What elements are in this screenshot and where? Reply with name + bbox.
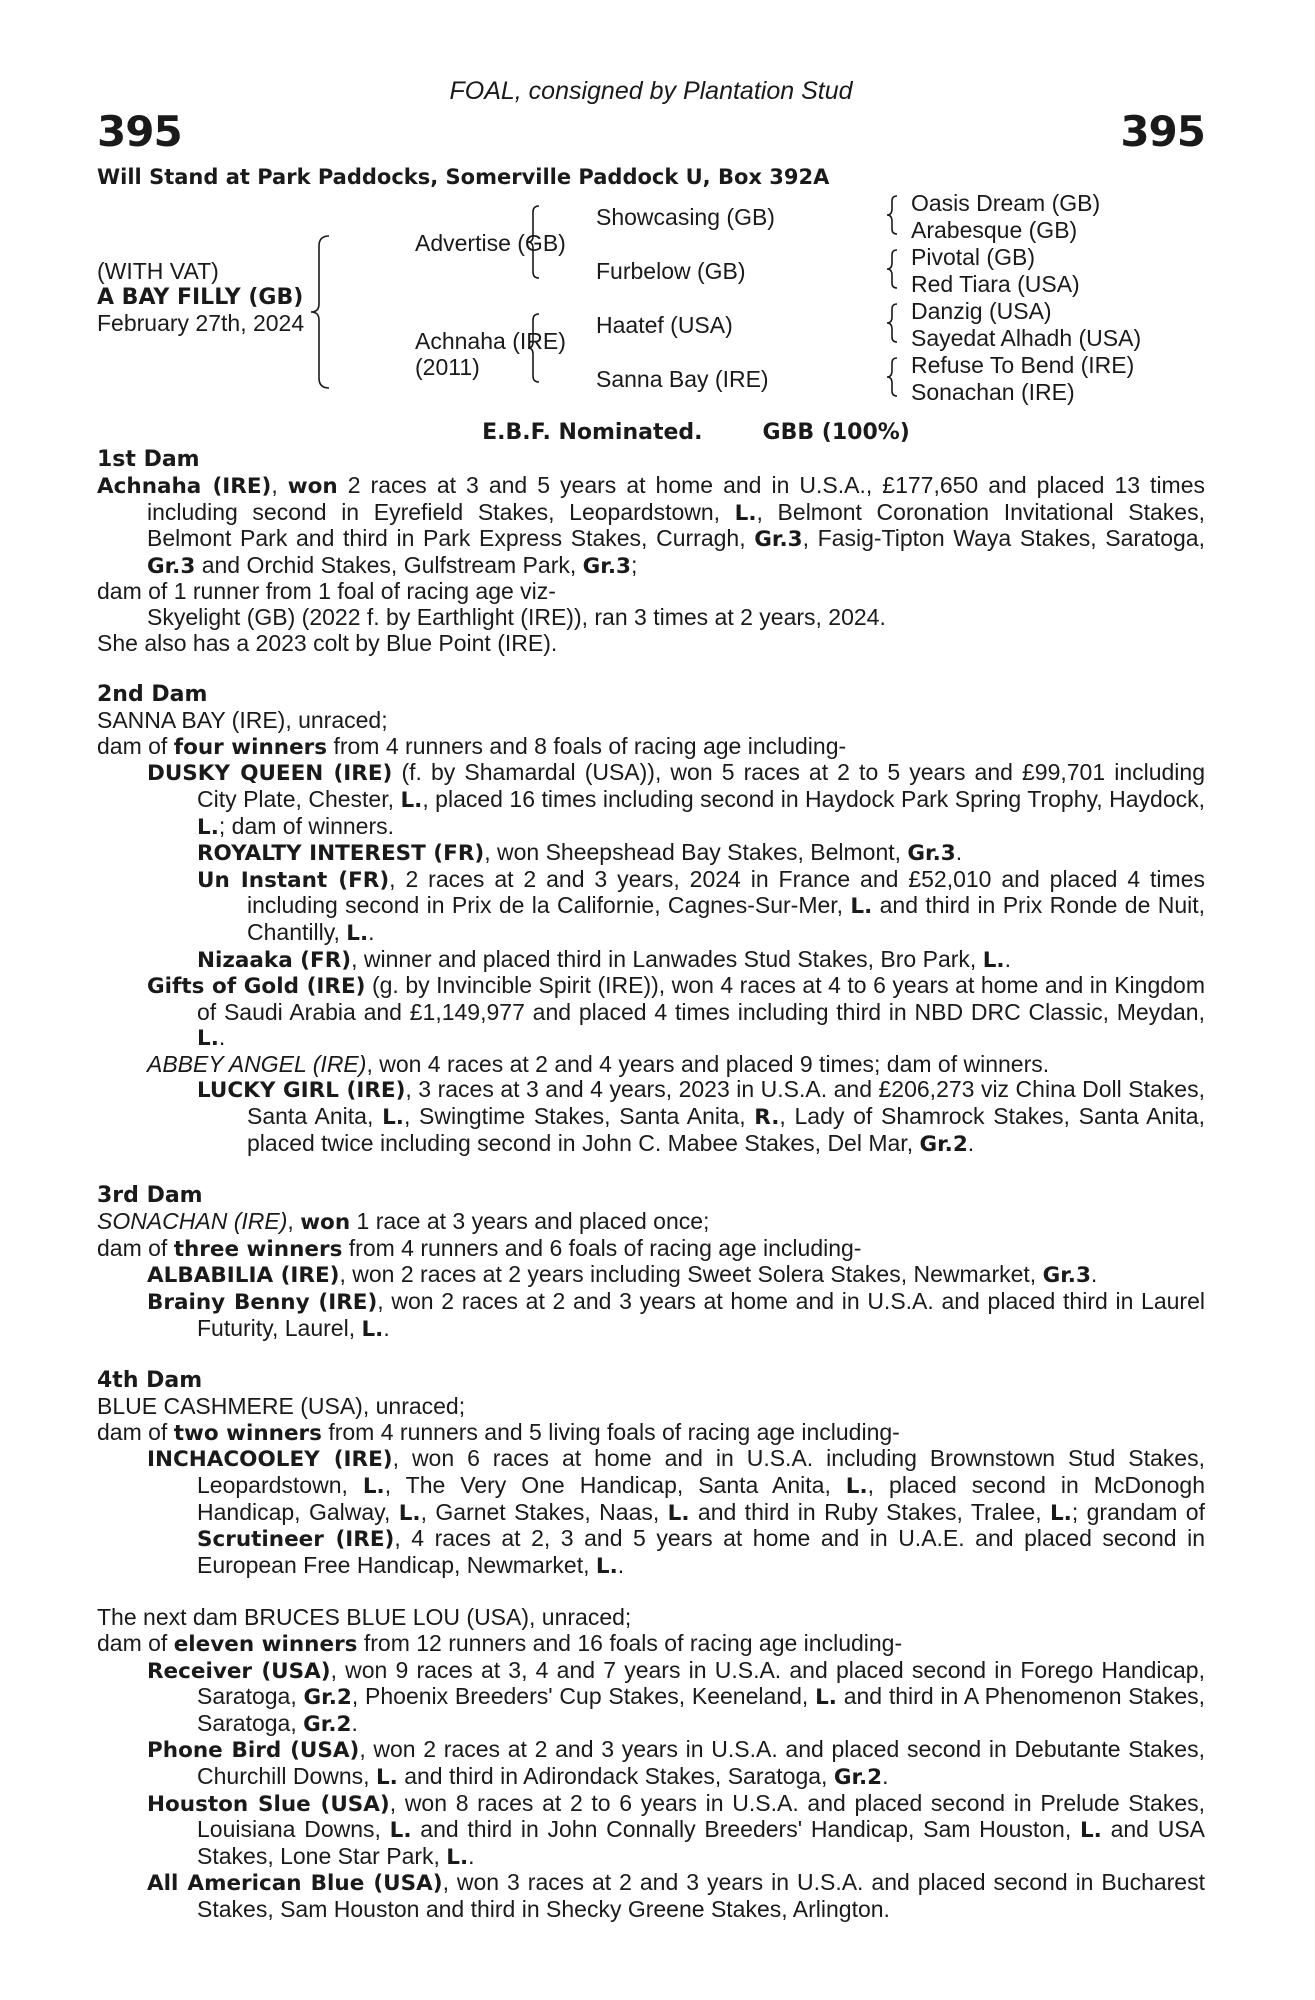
- pedigree-table: [97, 192, 1205, 417]
- consignor-line: FOAL, consigned by Plantation Stud: [449, 77, 853, 105]
- progeny-all-american-blue: All American Blue (USA), won 3 races at 2 and 3 years in U.S.A. and placed second in Bucharest Stakes, Sam Houston and third in Shecky Greene Stakes, Arlington.: [147, 1869, 1205, 1922]
- dam-sire: Haatef (USA): [596, 312, 733, 338]
- next-dam-intro: The next dam BRUCES BLUE LOU (USA), unraced;: [97, 1604, 632, 1631]
- progeny-inchacooley: INCHACOOLEY (IRE), won 6 races at home and in U.S.A. including Brownstown Stud Stakes, Leopardstown, L., The Very One Handicap, Santa Anita, L., placed second in McDonogh Handicap, Galway, L., Garnet Stakes, Naas, L. and third in Ruby Stakes, Tralee, L.; grandam of Scrutineer (IRE), 4 races at 2, 3 and 5 years at home and in U.A.E. and placed second in European Free Handicap, Newmarket, L..: [147, 1445, 1205, 1579]
- dam-dam-sire: Refuse To Bend (IRE): [911, 352, 1135, 378]
- third-dam-heading: 3rd Dam: [97, 1183, 203, 1209]
- first-dam-produce-intro: dam of 1 runner from 1 foal of racing age viz-: [97, 578, 556, 605]
- sire-sire-sire: Oasis Dream (GB): [911, 190, 1101, 216]
- dam-sire-sire: Danzig (USA): [911, 298, 1052, 324]
- sire-dam: Furbelow (GB): [596, 258, 746, 284]
- progeny-gifts-of-gold: Gifts of Gold (IRE) (g. by Invincible Spirit (IRE)), won 4 races at 4 to 6 years at home and in Kingdom of Saudi Arabia and £1,149,977 and placed 4 times including third in NBD DRC Classic, Meydan, L..: [147, 972, 1205, 1052]
- first-dam-runner: Skyelight (GB) (2022 f. by Earthlight (IRE)), ran 3 times at 2 years, 2024.: [147, 603, 886, 630]
- progeny-nizaaka: Nizaaka (FR), winner and placed third in Lanwades Stud Stakes, Bro Park, L..: [197, 945, 1011, 973]
- progeny-un-instant: Un Instant (FR), 2 races at 2 and 3 years, 2024 in France and £52,010 and placed 4 times including second in Prix de la Californie, Cagnes-Sur-Mer, L. and third in Prix Ronde de Nuit, Chantilly, L..: [197, 865, 1205, 946]
- progeny-abbey-angel: ABBEY ANGEL (IRE), won 4 races at 2 and 4 years and placed 9 times; dam of winners.: [147, 1050, 1050, 1077]
- dam-sire-dam: Sayedat Alhadh (USA): [911, 325, 1142, 351]
- fourth-dam-produce-intro: dam of two winners from 4 runners and 5 living foals of racing age including-: [97, 1418, 900, 1446]
- second-dam-produce-intro: dam of four winners from 4 runners and 8 foals of racing age including-: [97, 732, 847, 760]
- lot-row: [97, 106, 1205, 158]
- progeny-receiver: Receiver (USA), won 9 races at 3, 4 and 7 years in U.S.A. and placed second in Forego Handicap, Saratoga, Gr.2, Phoenix Breeders' Cup Stakes, Keeneland, L. and third in A Phenomenon Stakes, Saratoga, Gr.2.: [147, 1656, 1206, 1737]
- sire-sire: Showcasing (GB): [596, 204, 775, 230]
- progeny-royalty-interest: ROYALTY INTEREST (FR), won Sheepshead Bay Stakes, Belmont, Gr.3.: [197, 839, 963, 867]
- lot-number-right: 395: [1120, 107, 1205, 156]
- progeny-phone-bird: Phone Bird (USA), won 2 races at 2 and 3 years in U.S.A. and placed second in Debutante Stakes, Churchill Downs, L. and third in Adirondack Stakes, Saratoga, Gr.2.: [147, 1736, 1205, 1790]
- lot-name: A BAY FILLY (GB): [97, 285, 304, 310]
- second-dam-heading: 2nd Dam: [97, 682, 208, 708]
- foaling-date: February 27th, 2024: [97, 310, 305, 336]
- second-dam-section: [97, 682, 1205, 1157]
- ebf-nominated: E.B.F. Nominated.: [482, 420, 703, 445]
- sire: Advertise (GB): [415, 230, 566, 256]
- dam: Achnaha (IRE): [415, 328, 566, 354]
- sire-dam-sire: Pivotal (GB): [911, 244, 1035, 270]
- next-dam-section: [97, 1605, 1205, 1922]
- progeny-houston-slue: Houston Slue (USA), won 8 races at 2 to 6 years in U.S.A. and placed second in Prelude Stakes, Louisiana Downs, L. and third in John Connally Breeders' Handicap, Sam Houston, L. and USA Stakes, Lone Star Park, L..: [147, 1789, 1205, 1870]
- first-dam-heading: 1st Dam: [97, 447, 200, 472]
- fourth-dam-section: [97, 1368, 1205, 1579]
- dam-dam-dam: Sonachan (IRE): [911, 379, 1075, 405]
- vat-note: (WITH VAT): [97, 258, 219, 284]
- third-dam-intro: SONACHAN (IRE), won 1 race at 3 years and placed once;: [97, 1208, 710, 1236]
- sire-sire-dam: Arabesque (GB): [911, 217, 1078, 243]
- next-dam-produce-intro: dam of eleven winners from 12 runners and 16 foals of racing age including-: [97, 1629, 903, 1657]
- dam-dam: Sanna Bay (IRE): [596, 366, 769, 392]
- progeny-albabilia: ALBABILIA (IRE), won 2 races at 2 years including Sweet Solera Stakes, Newmarket, Gr.3.: [147, 1261, 1098, 1289]
- third-dam-section: [97, 1183, 1205, 1342]
- second-dam-intro: SANNA BAY (IRE), unraced;: [97, 707, 388, 734]
- first-dam-record: Achnaha (IRE), won 2 races at 3 and 5 years at home and in U.S.A., £177,650 and placed 13 times including second in Eyrefield Stakes, Leopardstown, L., Belmont Coronation Invitational Stakes, Belmont Park and third in Park Express Stakes, Curragh, Gr.3, Fasig-Tipton Waya Stakes, Saratoga, Gr.3 and Orchid Stakes, Gulfstream Park, Gr.3;: [97, 472, 1206, 579]
- lot-number-left: 395: [97, 107, 182, 156]
- fourth-dam-intro: BLUE CASHMERE (USA), unraced;: [97, 1393, 466, 1420]
- dam-foaling-year: (2011): [415, 354, 480, 380]
- first-dam-also: She also has a 2023 colt by Blue Point (IRE).: [97, 629, 558, 656]
- nomination-line: [97, 419, 1205, 447]
- fourth-dam-heading: 4th Dam: [97, 1368, 203, 1394]
- progeny-lucky-girl: LUCKY GIRL (IRE), 3 races at 3 and 4 years, 2023 in U.S.A. and £206,273 viz China Doll Stakes, Santa Anita, L., Swingtime Stakes, Santa Anita, R., Lady of Shamrock Stakes, Santa Anita, placed twice including second in John C. Mabee Stakes, Del Mar, Gr.2.: [197, 1076, 1205, 1157]
- gbb-status: GBB (100%): [762, 420, 910, 445]
- stand-location: Will Stand at Park Paddocks, Somerville Paddock U, Box 392A: [97, 165, 830, 189]
- catalogue-page: [97, 76, 1205, 1923]
- sire-dam-dam: Red Tiara (USA): [911, 271, 1080, 297]
- third-dam-produce-intro: dam of three winners from 4 runners and 6 foals of racing age including-: [97, 1234, 862, 1262]
- progeny-dusky-queen: DUSKY QUEEN (IRE) (f. by Shamardal (USA)), won 5 races at 2 to 5 years and £99,701 including City Plate, Chester, L., placed 16 times including second in Haydock Park Spring Trophy, Haydock, L.; dam of winners.: [147, 759, 1206, 840]
- first-dam-section: [97, 447, 1205, 656]
- progeny-brainy-benny: Brainy Benny (IRE), won 2 races at 2 and 3 years at home and in U.S.A. and placed third in Laurel Futurity, Laurel, L..: [147, 1288, 1205, 1342]
